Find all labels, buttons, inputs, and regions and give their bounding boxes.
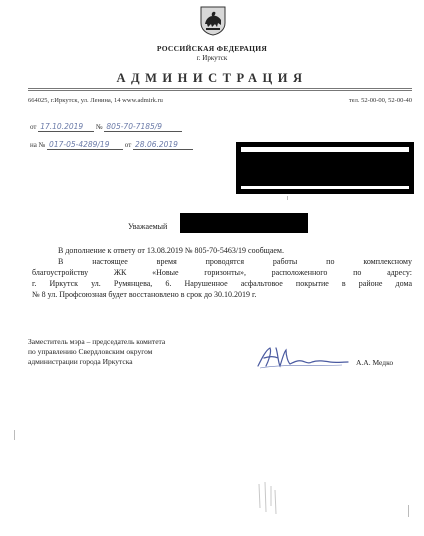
body-line-1: В дополнение к ответу от 13.08.2019 № 805-70-5463/19 сообщаем. bbox=[58, 246, 284, 255]
scan-mark bbox=[287, 196, 288, 200]
body-line-5: № 8 ул. Профсоюзная будет восстановлено в срок до 30.10.2019 г. bbox=[32, 290, 257, 299]
country-name: РОССИЙСКАЯ ФЕДЕРАЦИЯ bbox=[156, 44, 268, 53]
handwritten-signature bbox=[252, 342, 352, 372]
body-line-3: благоустройству ЖК «Новые горизонты», расположенного по адресу: bbox=[32, 268, 412, 277]
body-line-2: В настоящее время проводятся работы по комплексному bbox=[58, 257, 412, 266]
ref-date-prefix: от bbox=[124, 141, 132, 149]
reference-number: 017-05-4289/19 bbox=[47, 140, 123, 150]
position-line-3: администрации города Иркутска bbox=[28, 357, 133, 366]
letter-body bbox=[32, 245, 412, 300]
letterhead-rule-top bbox=[28, 88, 412, 89]
position-line-2: по управлению Свердловским округом bbox=[28, 347, 153, 356]
reference-registration bbox=[30, 140, 193, 150]
redacted-recipient-name bbox=[180, 213, 308, 233]
letterhead-rule-bottom bbox=[28, 90, 412, 91]
redacted-addressee bbox=[241, 152, 409, 186]
ref-number-prefix: на № bbox=[30, 141, 46, 149]
outgoing-date: 17.10.2019 bbox=[38, 122, 94, 132]
city-name: г. Иркутск bbox=[196, 54, 228, 62]
administration-title: АДМИНИСТРАЦИЯ bbox=[116, 71, 308, 85]
from-prefix: от bbox=[30, 123, 37, 131]
scan-mark-right bbox=[408, 505, 409, 517]
position-line-1: Заместитель мэра – председатель комитета bbox=[28, 337, 166, 346]
outgoing-number: 805-70-7185/9 bbox=[104, 122, 182, 132]
irkutsk-coat-of-arms-icon bbox=[200, 6, 226, 36]
reference-date: 28.06.2019 bbox=[133, 140, 193, 150]
signatory-position bbox=[28, 337, 165, 367]
outgoing-registration bbox=[30, 122, 182, 132]
faint-stamp-mark bbox=[255, 478, 279, 518]
signatory-name: А.А. Медко bbox=[356, 358, 394, 367]
scan-mark-left bbox=[14, 430, 15, 440]
address-line: 664025, г.Иркутск, ул. Ленина, 14 www.admirk.ru bbox=[28, 97, 163, 104]
number-prefix: № bbox=[95, 123, 103, 131]
body-line-4: г. Иркутск ул. Румянцева, 6. Нарушенное асфальтовое покрытие в районе дома bbox=[32, 279, 412, 288]
salutation: Уважаемый bbox=[128, 222, 168, 231]
phone-line: тел. 52-00-00, 52-00-40 bbox=[348, 97, 412, 104]
